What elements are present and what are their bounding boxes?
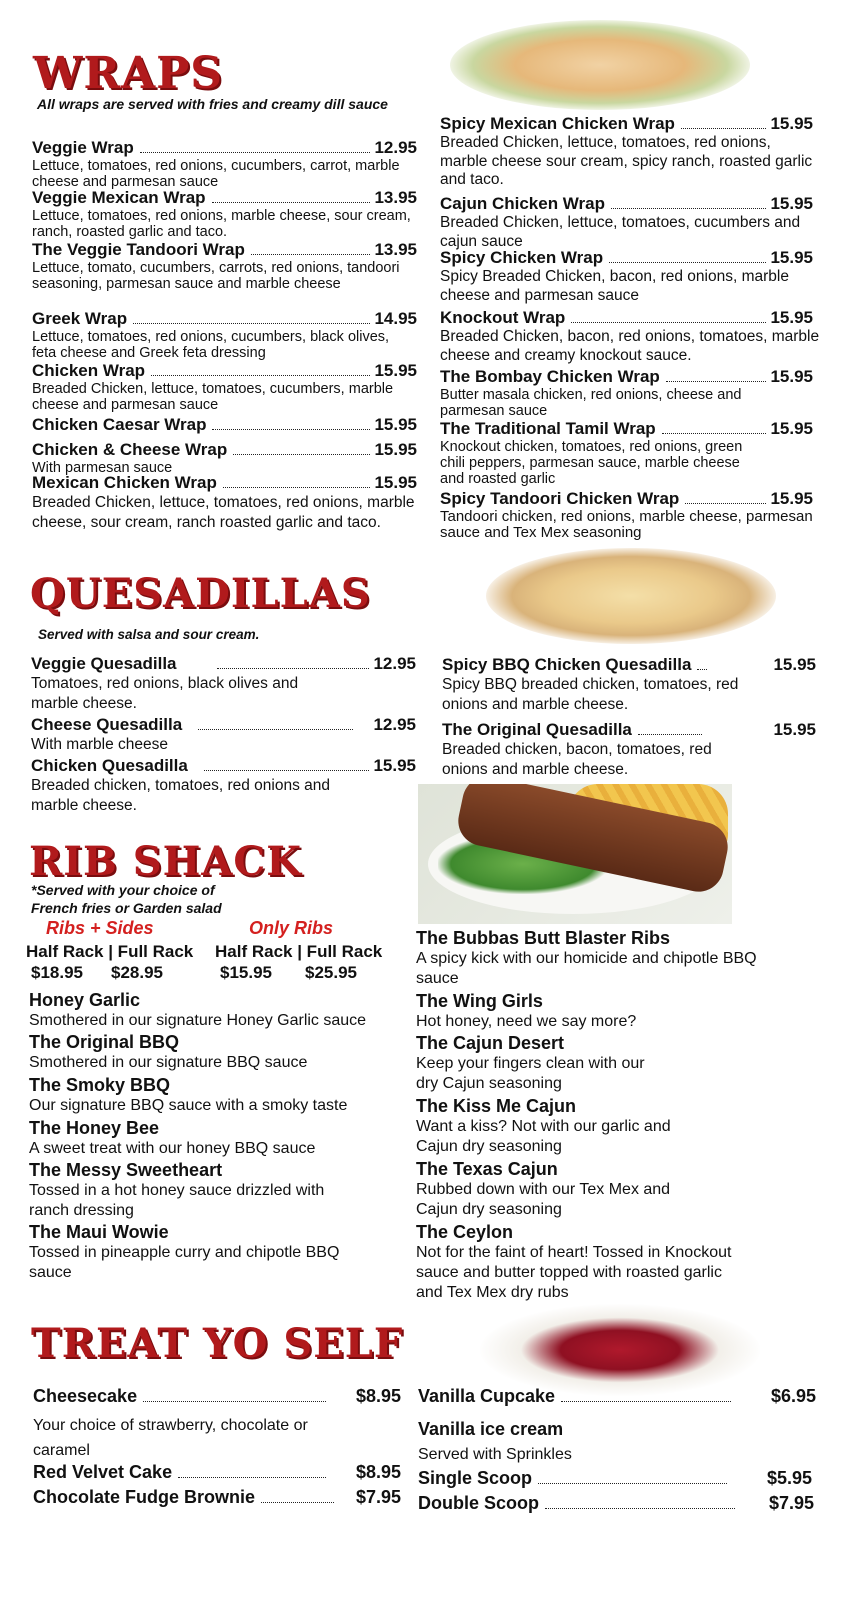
- dessert-price: $6.95: [770, 1386, 816, 1406]
- item-price: 12.95: [373, 654, 416, 673]
- rib-desc: Rubbed down with our Tex Mex and Cajun dry seasoning: [416, 1181, 671, 1218]
- cheesecake-desc: Your choice of strawberry, chocolate or caramel: [33, 1417, 308, 1459]
- item-name: Veggie Wrap: [32, 138, 134, 157]
- item-name: Spicy Mexican Chicken Wrap: [440, 114, 675, 133]
- rib-desc: Keep your fingers clean with our dry Cajun seasoning: [416, 1055, 645, 1092]
- menu-item-traditional-tamil-wrap: [440, 419, 820, 487]
- item-desc: Tandoori chicken, red onions, marble cheese, parmesan sauce and Tex Mex seasoning: [440, 508, 813, 541]
- rib-list-left: [29, 990, 414, 1283]
- rib-name: The Bubbas Butt Blaster Ribs: [416, 928, 671, 948]
- quesadillas-subtitle: Served with salsa and sour cream.: [38, 627, 260, 642]
- rib-note-1: *Served with your choice of: [31, 882, 215, 898]
- menu-item-chicken-quesadilla: [31, 756, 416, 816]
- menu-item-mexican-chicken-wrap: [32, 473, 427, 533]
- ribs-sides-rack-header: Half Rack | Full Rack: [26, 942, 194, 961]
- wraps-title: WRAPS: [33, 48, 223, 99]
- ribs-sides-half-price: $18.95: [31, 963, 83, 982]
- dessert-name: Cheesecake: [33, 1386, 138, 1406]
- item-price: 15.95: [770, 248, 813, 267]
- rib-name: The Cajun Desert: [416, 1033, 565, 1053]
- item-price: 15.95: [770, 114, 813, 133]
- dessert-cheesecake: [33, 1386, 401, 1407]
- dessert-cupcake: [418, 1386, 816, 1407]
- dessert-name: Double Scoop: [418, 1493, 539, 1513]
- item-name: Chicken & Cheese Wrap: [32, 440, 228, 459]
- item-name: The Original Quesadilla: [442, 720, 632, 739]
- rib-name: The Messy Sweetheart: [29, 1160, 223, 1180]
- item-desc: Spicy Breaded Chicken, bacon, red onions, marble cheese and parmesan sauce: [440, 268, 789, 304]
- item-name: The Traditional Tamil Wrap: [440, 419, 656, 438]
- menu-item-chicken-caesar-wrap: [32, 415, 417, 435]
- rib-item: [29, 1222, 414, 1283]
- dessert-name: Vanilla Cupcake: [418, 1386, 556, 1406]
- ribs-sides-label: Ribs + Sides: [46, 918, 154, 938]
- item-price: 15.95: [374, 473, 417, 492]
- item-price: 14.95: [374, 309, 417, 328]
- dessert-brownie: [33, 1487, 401, 1508]
- item-price: 15.95: [773, 720, 816, 739]
- rib-desc: Not for the faint of heart! Tossed in Knockout sauce and butter topped with roasted garlic and Tex Mex dry rubs: [416, 1244, 732, 1301]
- rib-name: The Ceylon: [416, 1222, 514, 1242]
- rib-desc: Hot honey, need we say more?: [416, 1013, 637, 1030]
- item-name: Cheese Quesadilla: [31, 715, 183, 734]
- wrap-photo: [450, 20, 750, 110]
- item-desc: Lettuce, tomatoes, red onions, marble cheese, sour cream, ranch, roasted garlic and taco.: [32, 208, 411, 240]
- menu-item-chicken-wrap: [32, 361, 417, 413]
- dessert-price: $7.95: [355, 1487, 401, 1507]
- rib-note-2: French fries or Garden salad: [31, 900, 222, 916]
- menu-item-cajun-chicken-wrap: [440, 194, 820, 251]
- item-name: Veggie Quesadilla: [31, 654, 177, 673]
- menu-item-bombay-chicken-wrap: [440, 367, 820, 419]
- item-desc: Breaded chicken, bacon, tomatoes, red onions and marble cheese.: [442, 741, 712, 778]
- item-desc: Butter masala chicken, red onions, cheese and parmesan sauce: [440, 387, 742, 419]
- rib-name: The Smoky BBQ: [29, 1075, 171, 1095]
- item-desc: Breaded Chicken, bacon, red onions, tomatoes, marble cheese and creamy knockout sauce.: [440, 328, 820, 364]
- item-desc: With parmesan sauce: [32, 460, 173, 476]
- menu-item-spicy-mexican-chicken-wrap: [440, 114, 820, 190]
- item-price: 15.95: [773, 655, 816, 674]
- rib-name: The Honey Bee: [29, 1118, 160, 1138]
- rib-desc: Our signature BBQ sauce with a smoky taste: [29, 1097, 348, 1114]
- item-price: 12.95: [373, 715, 416, 734]
- item-desc: Spicy BBQ breaded chicken, tomatoes, red onions and marble cheese.: [442, 676, 739, 713]
- item-name: Chicken Wrap: [32, 361, 146, 380]
- dessert-name: Chocolate Fudge Brownie: [33, 1487, 256, 1507]
- rib-desc: Want a kiss? Not with our garlic and Cajun dry seasoning: [416, 1118, 671, 1155]
- item-desc: Breaded chicken, tomatoes, red onions and marble cheese.: [31, 777, 330, 814]
- menu-item-chicken-cheese-wrap: [32, 440, 417, 476]
- icecream-desc: Served with Sprinkles: [418, 1446, 572, 1463]
- rib-desc: Smothered in our signature BBQ sauce: [29, 1054, 308, 1071]
- menu-item-veggie-wrap: [32, 138, 417, 190]
- rib-desc: A spicy kick with our homicide and chipotle BBQ sauce: [416, 950, 757, 987]
- rib-name: The Wing Girls: [416, 991, 543, 1011]
- item-name: Mexican Chicken Wrap: [32, 473, 217, 492]
- item-name: Knockout Wrap: [440, 308, 566, 327]
- rib-item: [416, 928, 816, 991]
- rib-name: The Original BBQ: [29, 1032, 180, 1052]
- dessert-price: $7.95: [768, 1493, 814, 1513]
- item-name: Spicy BBQ Chicken Quesadilla: [442, 655, 692, 674]
- item-desc: Breaded Chicken, lettuce, tomatoes, cucumbers and cajun sauce: [440, 214, 801, 250]
- menu-item-veggie-quesadilla: [31, 654, 416, 714]
- rib-name: The Maui Wowie: [29, 1222, 169, 1242]
- item-price: 12.95: [374, 138, 417, 157]
- item-name: Spicy Chicken Wrap: [440, 248, 604, 267]
- only-ribs-half-price: $15.95: [220, 963, 272, 982]
- ribs-photo: [418, 784, 732, 924]
- quesadillas-title: QUESADILLAS: [30, 570, 371, 617]
- rib-item: [416, 1033, 816, 1096]
- ribs-sides-full-price: $28.95: [111, 963, 163, 982]
- dessert-double-scoop: [418, 1493, 814, 1514]
- menu-item-spicy-tandoori-chicken-wrap: [440, 489, 820, 541]
- cake-photo: [480, 1304, 760, 1396]
- item-desc: Breaded Chicken, lettuce, tomatoes, red onions, marble cheese, sour cream, ranch roasted garlic and taco.: [32, 494, 415, 531]
- dessert-price: $8.95: [355, 1462, 401, 1482]
- item-desc: Lettuce, tomatoes, red onions, cucumbers, black olives, feta cheese and Greek feta dressing: [32, 329, 390, 361]
- item-desc: Breaded Chicken, lettuce, tomatoes, red onions, marble cheese sour cream, spicy ranch, roasted garlic and taco.: [440, 134, 813, 188]
- dessert-price: $5.95: [766, 1468, 812, 1488]
- menu-item-original-quesadilla: [442, 720, 816, 780]
- rib-name: The Texas Cajun: [416, 1159, 558, 1179]
- item-price: 15.95: [374, 415, 417, 434]
- rib-desc: Tossed in a hot honey sauce drizzled with ranch dressing: [29, 1182, 325, 1219]
- rib-desc: Tossed in pineapple curry and chipotle BBQ sauce: [29, 1244, 340, 1281]
- menu-item-spicy-bbq-chicken-quesadilla: [442, 655, 816, 715]
- rib-shack-title: RIB SHACK: [29, 838, 303, 885]
- item-price: 13.95: [374, 240, 417, 259]
- item-name: Cajun Chicken Wrap: [440, 194, 605, 213]
- rib-item: [416, 1222, 816, 1303]
- rib-item: [416, 991, 816, 1033]
- item-name: Veggie Mexican Wrap: [32, 188, 206, 207]
- item-price: 15.95: [770, 308, 813, 327]
- item-price: 15.95: [374, 440, 417, 459]
- rib-item: [29, 1160, 414, 1222]
- item-desc: Knockout chicken, tomatoes, red onions, green chili peppers, parmesan sauce, marble cheese and roasted garlic: [440, 439, 743, 487]
- only-ribs-label: Only Ribs: [249, 918, 334, 938]
- item-desc: Tomatoes, red onions, black olives and marble cheese.: [31, 675, 299, 712]
- item-name: The Bombay Chicken Wrap: [440, 367, 660, 386]
- item-price: 13.95: [374, 188, 417, 207]
- rib-desc: A sweet treat with our honey BBQ sauce: [29, 1140, 316, 1157]
- item-price: 15.95: [770, 489, 813, 508]
- item-name: Chicken Quesadilla: [31, 756, 188, 775]
- dessert-single-scoop: [418, 1468, 812, 1489]
- only-ribs-full-price: $25.95: [305, 963, 357, 982]
- menu-item-veggie-tandoori-wrap: [32, 240, 417, 292]
- dessert-price: $8.95: [355, 1386, 401, 1406]
- item-price: 15.95: [373, 756, 416, 775]
- quesadilla-photo: [486, 548, 776, 644]
- item-desc: Lettuce, tomatoes, red onions, cucumbers, carrot, marble cheese and parmesan sauce: [32, 158, 400, 190]
- dessert-icecream: Vanilla ice cream: [418, 1419, 564, 1439]
- rib-item: [29, 990, 414, 1032]
- item-name: Spicy Tandoori Chicken Wrap: [440, 489, 680, 508]
- menu-item-knockout-wrap: [440, 308, 820, 365]
- only-ribs-rack-header: Half Rack | Full Rack: [215, 942, 383, 961]
- menu-item-spicy-chicken-wrap: [440, 248, 820, 305]
- item-price: 15.95: [374, 361, 417, 380]
- rib-item: [29, 1118, 414, 1160]
- item-name: The Veggie Tandoori Wrap: [32, 240, 245, 259]
- item-desc: With marble cheese: [31, 736, 168, 753]
- wraps-subtitle: All wraps are served with fries and creamy dill sauce: [37, 96, 388, 112]
- rib-desc: Smothered in our signature Honey Garlic sauce: [29, 1012, 367, 1029]
- menu-item-cheese-quesadilla: [31, 715, 416, 755]
- item-desc: Lettuce, tomato, cucumbers, carrots, red onions, tandoori seasoning, parmesan sauce and marble cheese: [32, 260, 400, 292]
- menu-item-veggie-mexican-wrap: [32, 188, 417, 240]
- dessert-name: Single Scoop: [418, 1468, 533, 1488]
- rib-name: Honey Garlic: [29, 990, 141, 1010]
- item-name: Chicken Caesar Wrap: [32, 415, 207, 434]
- item-price: 15.95: [770, 419, 813, 438]
- item-desc: Breaded Chicken, lettuce, tomatoes, cucumbers, marble cheese and parmesan sauce: [32, 381, 394, 413]
- menu-item-greek-wrap: [32, 309, 417, 361]
- rib-item: [416, 1096, 816, 1159]
- item-price: 15.95: [770, 367, 813, 386]
- rib-name: The Kiss Me Cajun: [416, 1096, 577, 1116]
- item-price: 15.95: [770, 194, 813, 213]
- treat-title: TREAT YO SELF: [31, 1320, 404, 1367]
- dessert-name: Red Velvet Cake: [33, 1462, 173, 1482]
- dessert-red-velvet: [33, 1462, 401, 1483]
- item-name: Greek Wrap: [32, 309, 128, 328]
- rib-item: [416, 1159, 816, 1222]
- rib-list-right: [416, 928, 816, 1303]
- rib-item: [29, 1032, 414, 1075]
- rib-item: [29, 1075, 414, 1118]
